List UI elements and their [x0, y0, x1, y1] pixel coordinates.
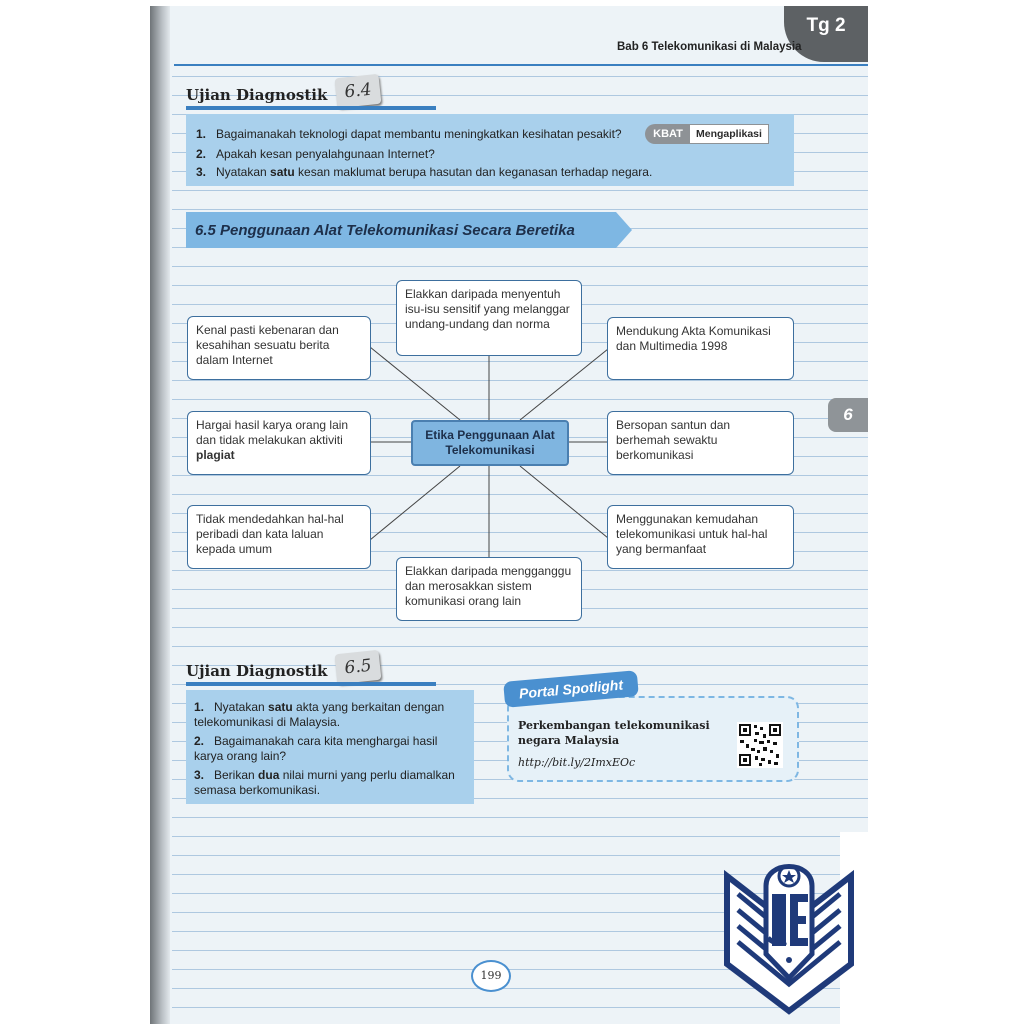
logo-background: [840, 832, 1024, 1024]
mindmap-center: Etika Penggunaan Alat Telekomunikasi: [411, 420, 569, 466]
mindmap-node-mid-left: Hargai hasil karya orang lain dan tidak melakukan aktiviti plagiat: [187, 411, 371, 475]
mindmap-node-bottom-right: Menggunakan kemudahan telekomunikasi untuk hal-hal yang bermanfaat: [607, 505, 794, 569]
diagnostic-tag: 6.4: [335, 74, 382, 108]
mindmap-node-bottom-left: Tidak mendedahkan hal-hal peribadi dan kata laluan kepada umum: [187, 505, 371, 569]
running-title: Bab 6 Telekomunikasi di Malaysia: [617, 41, 802, 53]
mindmap-node-mid-right: Bersopan santun dan berhemah sewaktu berkomunikasi: [607, 411, 794, 475]
diagnostic-tag: 6.5: [335, 650, 382, 684]
mindmap-node-bottom: Elakkan daripada mengganggu dan merosakkan sistem komunikasi orang lain: [396, 557, 582, 621]
section-title: 6.5 Penggunaan Alat Telekomunikasi Secara Beretika: [195, 222, 575, 239]
mindmap-node-top: Elakkan daripada menyentuh isu-isu sensitif yang melanggar undang-undang dan norma: [396, 280, 582, 356]
question-item: 2. Bagaimanakah cara kita menghargai hasil karya orang lain?: [194, 734, 438, 763]
diagnostic-title: Ujian Diagnostik: [186, 86, 328, 104]
diagnostic-underline: [186, 682, 436, 686]
chapter-tab: 6: [828, 398, 868, 432]
kbat-label: KBAT: [645, 124, 691, 144]
mindmap-node-top-right: Mendukung Akta Komunikasi dan Multimedia 1998: [607, 317, 794, 380]
publisher-logo-icon: [724, 846, 854, 1016]
question-item: 3. Nyatakan satu kesan maklumat berupa hasutan dan keganasan terhadap negara.: [196, 165, 653, 179]
portal-url-link[interactable]: http://bit.ly/2ImxEOc: [518, 756, 636, 769]
question-item: 1. Bagaimanakah teknologi dapat membantu meningkatkan kesihatan pesakit?: [196, 127, 622, 141]
diagnostic-title: Ujian Diagnostik: [186, 662, 328, 680]
mindmap-node-top-left: Kenal pasti kebenaran dan kesahihan sesuatu berita dalam Internet: [187, 316, 371, 380]
question-item: 3. Berikan dua nilai murni yang perlu diamalkan semasa berkomunikasi.: [194, 768, 455, 797]
qr-code-icon[interactable]: [737, 722, 783, 768]
portal-spotlight-title: Portal Spotlight: [503, 670, 639, 708]
question-item: 1. Nyatakan satu akta yang berkaitan dengan telekomunikasi di Malaysia.: [194, 700, 445, 729]
question-item: 2. Apakah kesan penyalahgunaan Internet?: [196, 147, 435, 161]
page-number: 199: [471, 960, 511, 992]
kbat-skill: Mengaplikasi: [689, 124, 769, 144]
portal-text: Perkembangan telekomunikasi negara Malaysia: [518, 719, 710, 747]
grade-tab: Tg 2: [784, 6, 868, 62]
